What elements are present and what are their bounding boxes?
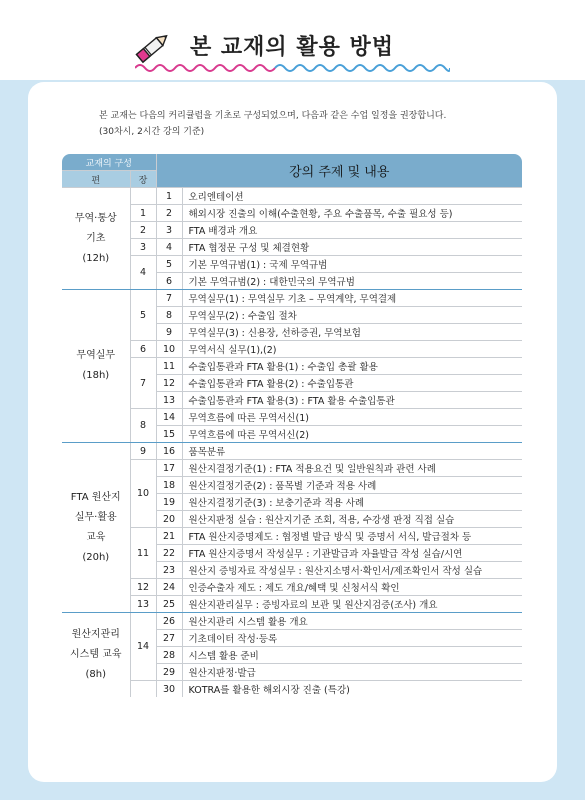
session-topic: 무역실무(2) : 수출입 절차 (182, 307, 522, 324)
table-row (62, 460, 522, 477)
intro-text (99, 108, 529, 140)
session-number: 25 (156, 596, 182, 613)
chapter-number: 4 (130, 256, 156, 290)
session-number: 4 (156, 239, 182, 256)
page-header (0, 0, 585, 80)
session-topic: 품목분류 (182, 443, 522, 460)
header-jang: 장 (130, 171, 156, 188)
title-underline-wave (135, 62, 450, 74)
session-topic: 수출입통관과 FTA 활용(3) : FTA 활용 수출입통관 (182, 392, 522, 409)
session-number: 5 (156, 256, 182, 273)
session-topic: 원산지 증빙자료 작성실무 : 원산지소명서·확인서/제조확인서 작성 실습 (182, 562, 522, 579)
session-number: 12 (156, 375, 182, 392)
session-topic: 무역서식 실무(1),(2) (182, 341, 522, 358)
session-topic: FTA 배경과 개요 (182, 222, 522, 239)
header-topic: 강의 주제 및 내용 (156, 154, 522, 188)
table-row (62, 256, 522, 273)
section-name-line: 시스템 교육 (70, 649, 122, 660)
section-name-line: 실무·활용 (74, 511, 117, 523)
chapter-number: 1 (130, 205, 156, 222)
section-name-line: (20h) (82, 551, 110, 563)
session-topic: 기본 무역규범(2) : 대한민국의 무역규범 (182, 273, 522, 290)
table-row (62, 613, 522, 630)
section-name (62, 613, 130, 698)
session-number: 7 (156, 290, 182, 307)
session-topic: 원산지관리 시스템 활용 개요 (182, 613, 522, 630)
session-number: 18 (156, 477, 182, 494)
chapter-number: 9 (130, 443, 156, 460)
section-name-line: (12h) (82, 252, 110, 264)
session-topic: 해외시장 진출의 이해(수출현황, 주요 수출품목, 수출 필요성 등) (182, 205, 522, 222)
session-topic: 무역실무(3) : 신용장, 선하증권, 무역보험 (182, 324, 522, 341)
chapter-number: 11 (130, 528, 156, 579)
section-name-line: (8h) (85, 669, 106, 680)
session-number: 15 (156, 426, 182, 443)
page-title: 본 교재의 활용 방법 (190, 35, 394, 60)
session-topic: FTA 원산지증명서 작성실무 : 기관발급과 자율발급 작성 실습/시연 (182, 545, 522, 562)
section-name-line: 무역·통상 (74, 212, 117, 224)
session-topic: 수출입통관과 FTA 활용(2) : 수출입통관 (182, 375, 522, 392)
session-number: 2 (156, 205, 182, 222)
chapter-number: 3 (130, 239, 156, 256)
section-name-line: 무역실무 (76, 350, 116, 361)
session-number: 27 (156, 630, 182, 647)
chapter-number: 14 (130, 613, 156, 681)
session-topic: 원산지결정기준(3) : 보충기준과 적용 사례 (182, 494, 522, 511)
chapter-number: 2 (130, 222, 156, 239)
session-topic: 무역흐름에 따른 무역서신(2) (182, 426, 522, 443)
section-name (62, 443, 130, 613)
table-row (62, 341, 522, 358)
session-number: 29 (156, 664, 182, 681)
session-number: 16 (156, 443, 182, 460)
table-row (62, 579, 522, 596)
session-number: 21 (156, 528, 182, 545)
session-number: 1 (156, 188, 182, 205)
table-row (62, 409, 522, 426)
chapter-number: 12 (130, 579, 156, 596)
session-number: 26 (156, 613, 182, 630)
session-topic: 원산지결정기준(2) : 품목별 기준과 적용 사례 (182, 477, 522, 494)
table-row (62, 596, 522, 613)
session-topic: KOTRA를 활용한 해외시장 진출 (특강) (182, 681, 522, 698)
session-number: 13 (156, 392, 182, 409)
session-number: 30 (156, 681, 182, 698)
chapter-number: 10 (130, 460, 156, 528)
session-topic: 시스템 활용 준비 (182, 647, 522, 664)
session-number: 20 (156, 511, 182, 528)
session-topic: 원산지결정기준(1) : FTA 적용요건 및 일반원칙과 관련 사례 (182, 460, 522, 477)
section-name-line: 기초 (86, 232, 106, 244)
session-number: 19 (156, 494, 182, 511)
session-topic: 무역실무(1) : 무역실무 기초 – 무역계약, 무역결제 (182, 290, 522, 307)
header-pyeon: 편 (62, 171, 130, 188)
section-name-line: FTA 원산지 (70, 491, 121, 503)
table-row (62, 188, 522, 205)
session-number: 22 (156, 545, 182, 562)
section-name (62, 188, 130, 290)
session-number: 6 (156, 273, 182, 290)
session-topic: 기본 무역규범(1) : 국제 무역규범 (182, 256, 522, 273)
session-number: 9 (156, 324, 182, 341)
session-topic: 수출입통관과 FTA 활용(1) : 수출입 총괄 활용 (182, 358, 522, 375)
table-row (62, 239, 522, 256)
table-row (62, 358, 522, 375)
header-group: 교재의 구성 (62, 154, 156, 171)
intro-line-1: 본 교재는 다음의 커리큘럼을 기초로 구성되었으며, 다음과 같은 수업 일정을 권장합니다. (99, 111, 447, 121)
intro-line-2: (30차시, 2시간 강의 기준) (99, 127, 205, 137)
chapter-number: 5 (130, 290, 156, 341)
session-number: 8 (156, 307, 182, 324)
session-number: 17 (156, 460, 182, 477)
session-topic: 원산지판정·발급 (182, 664, 522, 681)
session-topic: 기초데이터 작성·등록 (182, 630, 522, 647)
session-topic: FTA 원산지증명제도 : 협정별 발급 방식 및 증명서 서식, 발급절차 등 (182, 528, 522, 545)
chapter-number: 7 (130, 358, 156, 409)
chapter-number: 8 (130, 409, 156, 443)
curriculum-table (62, 154, 522, 697)
table-row (62, 528, 522, 545)
session-number: 3 (156, 222, 182, 239)
section-name-line: 원산지관리 (71, 629, 120, 640)
session-topic: 오리엔테이션 (182, 188, 522, 205)
section-name-line: (18h) (82, 370, 110, 381)
chapter-number: 13 (130, 596, 156, 613)
session-topic: FTA 협정문 구성 및 체결현황 (182, 239, 522, 256)
chapter-number (130, 681, 156, 698)
section-name (62, 290, 130, 443)
session-number: 11 (156, 358, 182, 375)
session-topic: 원산지관리실무 : 증빙자료의 보관 및 원산지검증(조사) 개요 (182, 596, 522, 613)
session-topic: 원산지판정 실습 : 원산지기준 조회, 적용, 수강생 판정 직접 실습 (182, 511, 522, 528)
section-name-line: 교육 (86, 531, 106, 543)
chapter-number (130, 188, 156, 205)
session-number: 28 (156, 647, 182, 664)
table-row (62, 222, 522, 239)
chapter-number: 6 (130, 341, 156, 358)
table-row (62, 443, 522, 460)
session-topic: 무역흐름에 따른 무역서신(1) (182, 409, 522, 426)
session-number: 14 (156, 409, 182, 426)
table-row (62, 205, 522, 222)
table-row (62, 681, 522, 698)
table-row (62, 290, 522, 307)
session-number: 23 (156, 562, 182, 579)
session-topic: 인증수출자 제도 : 제도 개요/혜택 및 신청서식 확인 (182, 579, 522, 596)
session-number: 24 (156, 579, 182, 596)
session-number: 10 (156, 341, 182, 358)
